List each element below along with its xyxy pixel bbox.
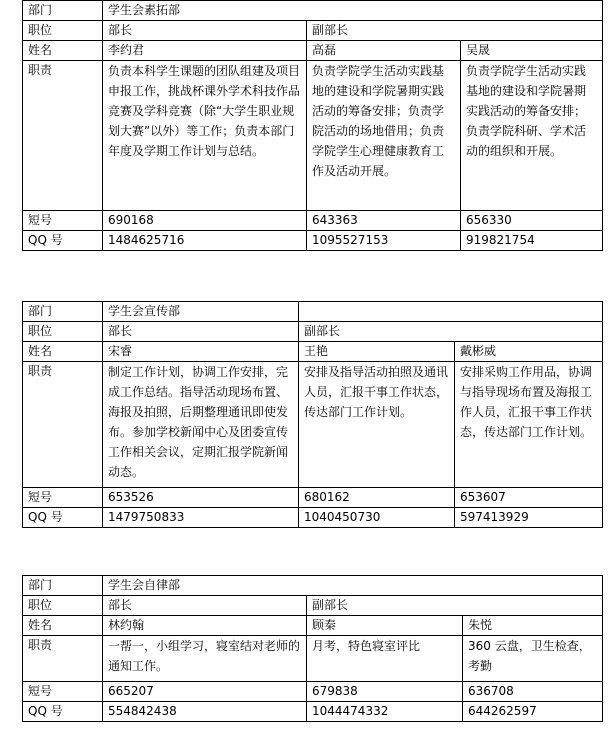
duty-row — [23, 636, 603, 682]
name-row — [23, 41, 603, 61]
dept-row — [23, 576, 603, 596]
dept-row — [23, 302, 603, 322]
member-name: 顾秦 — [307, 616, 463, 636]
deputy-title: 副部长 — [299, 322, 603, 342]
member-qq: 597413929 — [455, 508, 603, 528]
member-qq: 1040450730 — [299, 508, 455, 528]
qq-label: QQ 号 — [23, 231, 103, 251]
member-short: 665207 — [103, 682, 307, 702]
duty-label: 职责 — [23, 636, 103, 682]
dept-name-blank — [299, 302, 603, 322]
qq-row — [23, 702, 603, 722]
member-duty: 月考，特色寝室评比 — [307, 636, 463, 682]
deputy-title: 副部长 — [307, 596, 603, 616]
member-duty: 安排及指导活动拍照及通讯人员，汇报干事工作状态，传达部门工作计划。 — [299, 362, 455, 488]
short-row — [23, 488, 603, 508]
member-duty: 负责本科学生课题的团队组建及项目申报工作，挑战杯课外学术科技作品竞赛及学科竞赛（除“大学生职业规划大赛”以外）等工作；负责本部门年度及学期工作计划与总结。 — [103, 61, 307, 211]
member-short: 643363 — [307, 211, 461, 231]
member-name: 李约君 — [103, 41, 307, 61]
position-label: 职位 — [23, 322, 103, 342]
qq-label: QQ 号 — [23, 508, 103, 528]
member-duty: 负责学院学生活动实践基地的建设和学院暑期实践活动的筹备安排；负责学院科研、学术活动的组织和开展。 — [461, 61, 603, 211]
dept-name: 学生会素拓部 — [103, 1, 603, 21]
name-row — [23, 342, 603, 362]
member-qq: 1044474332 — [307, 702, 463, 722]
qq-label: QQ 号 — [23, 702, 103, 722]
position-row — [23, 596, 603, 616]
member-name: 高磊 — [307, 41, 461, 61]
head-title: 部长 — [103, 322, 299, 342]
member-short: 656330 — [461, 211, 603, 231]
member-qq: 644262597 — [463, 702, 603, 722]
dept-name: 学生会自律部 — [103, 576, 603, 596]
member-qq: 1484625716 — [103, 231, 307, 251]
member-name: 吴晟 — [461, 41, 603, 61]
short-row — [23, 682, 603, 702]
dept-table-1 — [22, 0, 603, 251]
name-row — [23, 616, 603, 636]
member-duty: 一帮一，小组学习，寝室结对老师的通知工作。 — [103, 636, 307, 682]
member-duty: 安排采购工作用品，协调与指导现场布置及海报工作人员，汇报干事工作状态，传达部门工作计划。 — [455, 362, 603, 488]
member-short: 690168 — [103, 211, 307, 231]
member-qq: 1095527153 — [307, 231, 461, 251]
member-name: 林约翰 — [103, 616, 307, 636]
duty-row — [23, 61, 603, 211]
qq-row — [23, 231, 603, 251]
qq-row — [23, 508, 603, 528]
position-row — [23, 322, 603, 342]
name-label: 姓名 — [23, 616, 103, 636]
member-short: 653526 — [103, 488, 299, 508]
position-row — [23, 21, 603, 41]
short-row — [23, 211, 603, 231]
member-name: 宋睿 — [103, 342, 299, 362]
head-title: 部长 — [103, 21, 307, 41]
position-label: 职位 — [23, 21, 103, 41]
head-title: 部长 — [103, 596, 307, 616]
member-name: 戴彬威 — [455, 342, 603, 362]
deputy-title: 副部长 — [307, 21, 603, 41]
duty-label: 职责 — [23, 61, 103, 211]
short-label: 短号 — [23, 488, 103, 508]
duty-row — [23, 362, 603, 488]
name-label: 姓名 — [23, 342, 103, 362]
member-qq: 1479750833 — [103, 508, 299, 528]
dept-table-3 — [22, 575, 603, 722]
name-label: 姓名 — [23, 41, 103, 61]
member-short: 653607 — [455, 488, 603, 508]
member-short: 679838 — [307, 682, 463, 702]
duty-label: 职责 — [23, 362, 103, 488]
member-qq: 554842438 — [103, 702, 307, 722]
member-short: 636708 — [463, 682, 603, 702]
dept-label: 部门 — [23, 1, 103, 21]
position-label: 职位 — [23, 596, 103, 616]
dept-name: 学生会宣传部 — [103, 302, 299, 322]
dept-row — [23, 1, 603, 21]
member-duty: 负责学院学生活动实践基地的建设和学院暑期实践活动的筹备安排；负责学院活动的场地借用；负责学院学生心理健康教育工作及活动开展。 — [307, 61, 461, 211]
member-short: 680162 — [299, 488, 455, 508]
dept-table-2 — [22, 301, 603, 528]
short-label: 短号 — [23, 682, 103, 702]
dept-label: 部门 — [23, 302, 103, 322]
member-qq: 919821754 — [461, 231, 603, 251]
dept-label: 部门 — [23, 576, 103, 596]
member-name: 王艳 — [299, 342, 455, 362]
short-label: 短号 — [23, 211, 103, 231]
member-name: 朱悦 — [463, 616, 603, 636]
member-duty: 360 云盘，卫生检查，考勤 — [463, 636, 603, 682]
member-duty: 制定工作计划，协调工作安排，完成工作总结。指导活动现场布置、海报及拍照，后期整理通讯即使发布。参加学校新闻中心及团委宣传工作相关会议，定期汇报学院新闻动态。 — [103, 362, 299, 488]
